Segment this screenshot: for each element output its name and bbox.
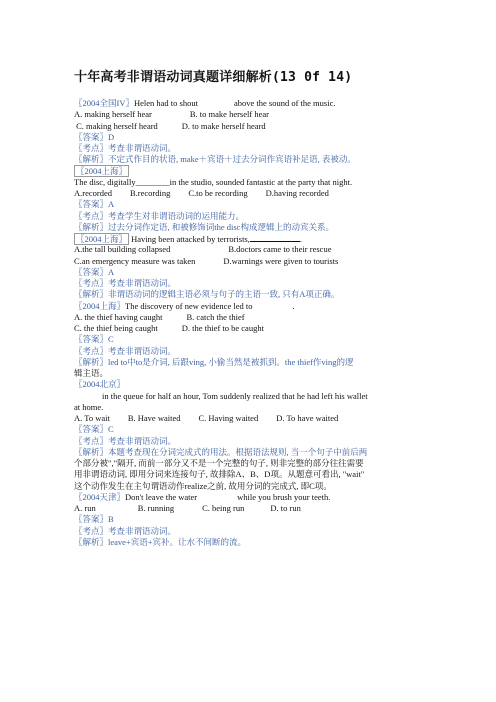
question-4-option-a: A. the thief having caught [74, 311, 163, 322]
question-4-stem: 〖2004上海〗The discovery of new evidence led to . [74, 300, 295, 311]
question-3-option-a: A.the tall building collapsed [74, 244, 171, 255]
question-4-option-b: B. catch the thief [186, 311, 245, 322]
question-5-option-d: D. To have waited [276, 413, 339, 423]
question-6-option-d: D. to run [270, 503, 301, 513]
question-5-stem-line-1: in the queue for half an hour, Tom suddenly realized that he had left his wallet [102, 390, 368, 401]
question-4-options-row-1 [74, 312, 429, 323]
question-4-analysis-line-2: 辑主语。 [74, 368, 109, 378]
question-4-option-d: D. the thief to be caught [181, 323, 264, 333]
question-5-point: 〖考点〗考查非谓语动词。 [74, 435, 177, 446]
question-3-option-b: B.doctors came to their rescue [228, 244, 332, 255]
question-1-option-c: C. making herself heard [76, 120, 158, 131]
question-1-answer: 〖答案〗D [74, 131, 115, 142]
question-3-option-d: D.warnings were given to tourists [223, 255, 339, 266]
question-6-source: 〖2004天津〗 [74, 491, 126, 502]
question-6-answer: 〖答案〗B [74, 514, 114, 525]
question-6-option-a: A. run [74, 503, 96, 513]
question-6-option-c: C. being run [202, 503, 245, 513]
question-5-analysis-line-2: 个部分被","隔开, 而前一部分又不是一个完整的句子, 则非完整的部分往往需要 [74, 458, 364, 468]
question-1-options-row-2 [74, 121, 429, 132]
question-4-analysis-line-1: 〖解析〗led to中to是介词, 后跟ving, 小偷当然是被抓到。the thief作ving的逻 [74, 356, 354, 367]
question-2-option-a: A.recorded [74, 188, 112, 198]
question-1-option-b: B. to make herself hear [189, 109, 269, 120]
question-3-analysis: 〖解析〗非谓语动词的逻辑主语必须与句子的主语一致, 只有A项正确。 [74, 289, 340, 300]
question-3-option-c: C.an emergency measure was taken [74, 255, 196, 266]
question-2-option-d: D.having recorded [265, 188, 329, 198]
question-6-analysis: 〖解析〗leave+宾语+宾补。让水不间断的流。 [74, 536, 247, 547]
document-body [74, 98, 429, 548]
question-4-source: 〖2004上海〗 [74, 300, 126, 311]
question-3-options-row-1 [74, 244, 429, 255]
question-2-option-c: C.to be recording [188, 188, 248, 198]
question-2-source-line [74, 166, 429, 177]
question-6-point: 〖考点〗考查非谓语动词。 [74, 525, 177, 536]
question-1-source: 〖2004全国IV〗 [74, 98, 134, 108]
question-6-stem: 〖2004天津〗Don't leave the water while you brush your teeth. [74, 491, 331, 502]
question-5-source-line [74, 379, 429, 390]
question-3-options-row-2 [74, 256, 429, 267]
question-3-blank [250, 233, 300, 242]
question-4-options-row-2 [74, 323, 429, 334]
question-2-option-b: B.recording [130, 188, 171, 198]
question-4-answer: 〖答案〗C [74, 334, 114, 345]
question-1-options-row-1 [74, 109, 429, 120]
question-5-source: 〖2004北京〗 [74, 379, 126, 390]
question-4-point: 〖考点〗考查非谓语动词。 [74, 345, 177, 356]
question-5-analysis-line-1: 〖解析〗本题考查现在分词完成式的用法。根据语法规则, 当一个句子中前后两 [74, 446, 368, 457]
question-2-stem: The disc, digitally________in the studio, sounded fantastic at the party that night. [74, 176, 353, 187]
question-3-answer: 〖答案〗A [74, 266, 115, 277]
question-2-analysis: 〖解析〗过去分词作定语, 和被修饰词the disc构成逻辑上的动宾关系。 [74, 221, 334, 232]
question-5-analysis-line-4: 这个动作发生在主句谓语动作realize之前, 故用分词的完成式, 即C项。 [74, 480, 332, 491]
question-5-option-a: A. To wait [74, 413, 110, 423]
question-1-stem: 〖2004全国IV〗Helen had to shout above the sound of the music. [74, 98, 336, 108]
question-5-option-b: B. Have waited [127, 413, 181, 423]
question-4-option-c: C. the thief being caught [74, 323, 158, 333]
question-3-stem: 〖2004上海〗 Having been attacked by terrorists, . [76, 234, 302, 244]
question-3-point: 〖考点〗考查非谓语动词。 [74, 278, 177, 288]
question-6-option-b: B. running [137, 503, 175, 513]
question-5-answer: 〖答案〗C [74, 424, 114, 435]
question-3-source: 〖2004上海〗 [76, 234, 128, 244]
document-title: 十年高考非谓语动词真题详细解析(13 0f 14) [74, 70, 353, 85]
question-1-option-d: D. to make herself heard [181, 120, 266, 131]
question-5-option-c: C. Having waited [198, 413, 259, 423]
question-2-answer: 〖答案〗A [74, 199, 115, 210]
question-5-analysis-line-3: 用非谓语动词, 即用分词来连接句子, 故排除A、B、D项。从题意可看出, "wait" [74, 469, 365, 480]
question-1-analysis: 〖解析〗不定式作目的状语, make＋宾语＋过去分词作宾语补足语, 表被动。 [74, 154, 356, 165]
question-6-options [74, 503, 429, 514]
question-5-options [74, 413, 429, 424]
question-2-source: 〖2004上海〗 [76, 165, 128, 176]
question-5-stem-line-2: at home. [74, 401, 104, 412]
question-2-options [74, 188, 429, 199]
question-1-option-a: A. making herself hear [74, 109, 152, 120]
question-2-point: 〖考点〗考查学生对非谓语动词的运用能力。 [74, 210, 245, 221]
question-1-point: 〖考点〗考查非谓语动词。 [74, 143, 177, 153]
